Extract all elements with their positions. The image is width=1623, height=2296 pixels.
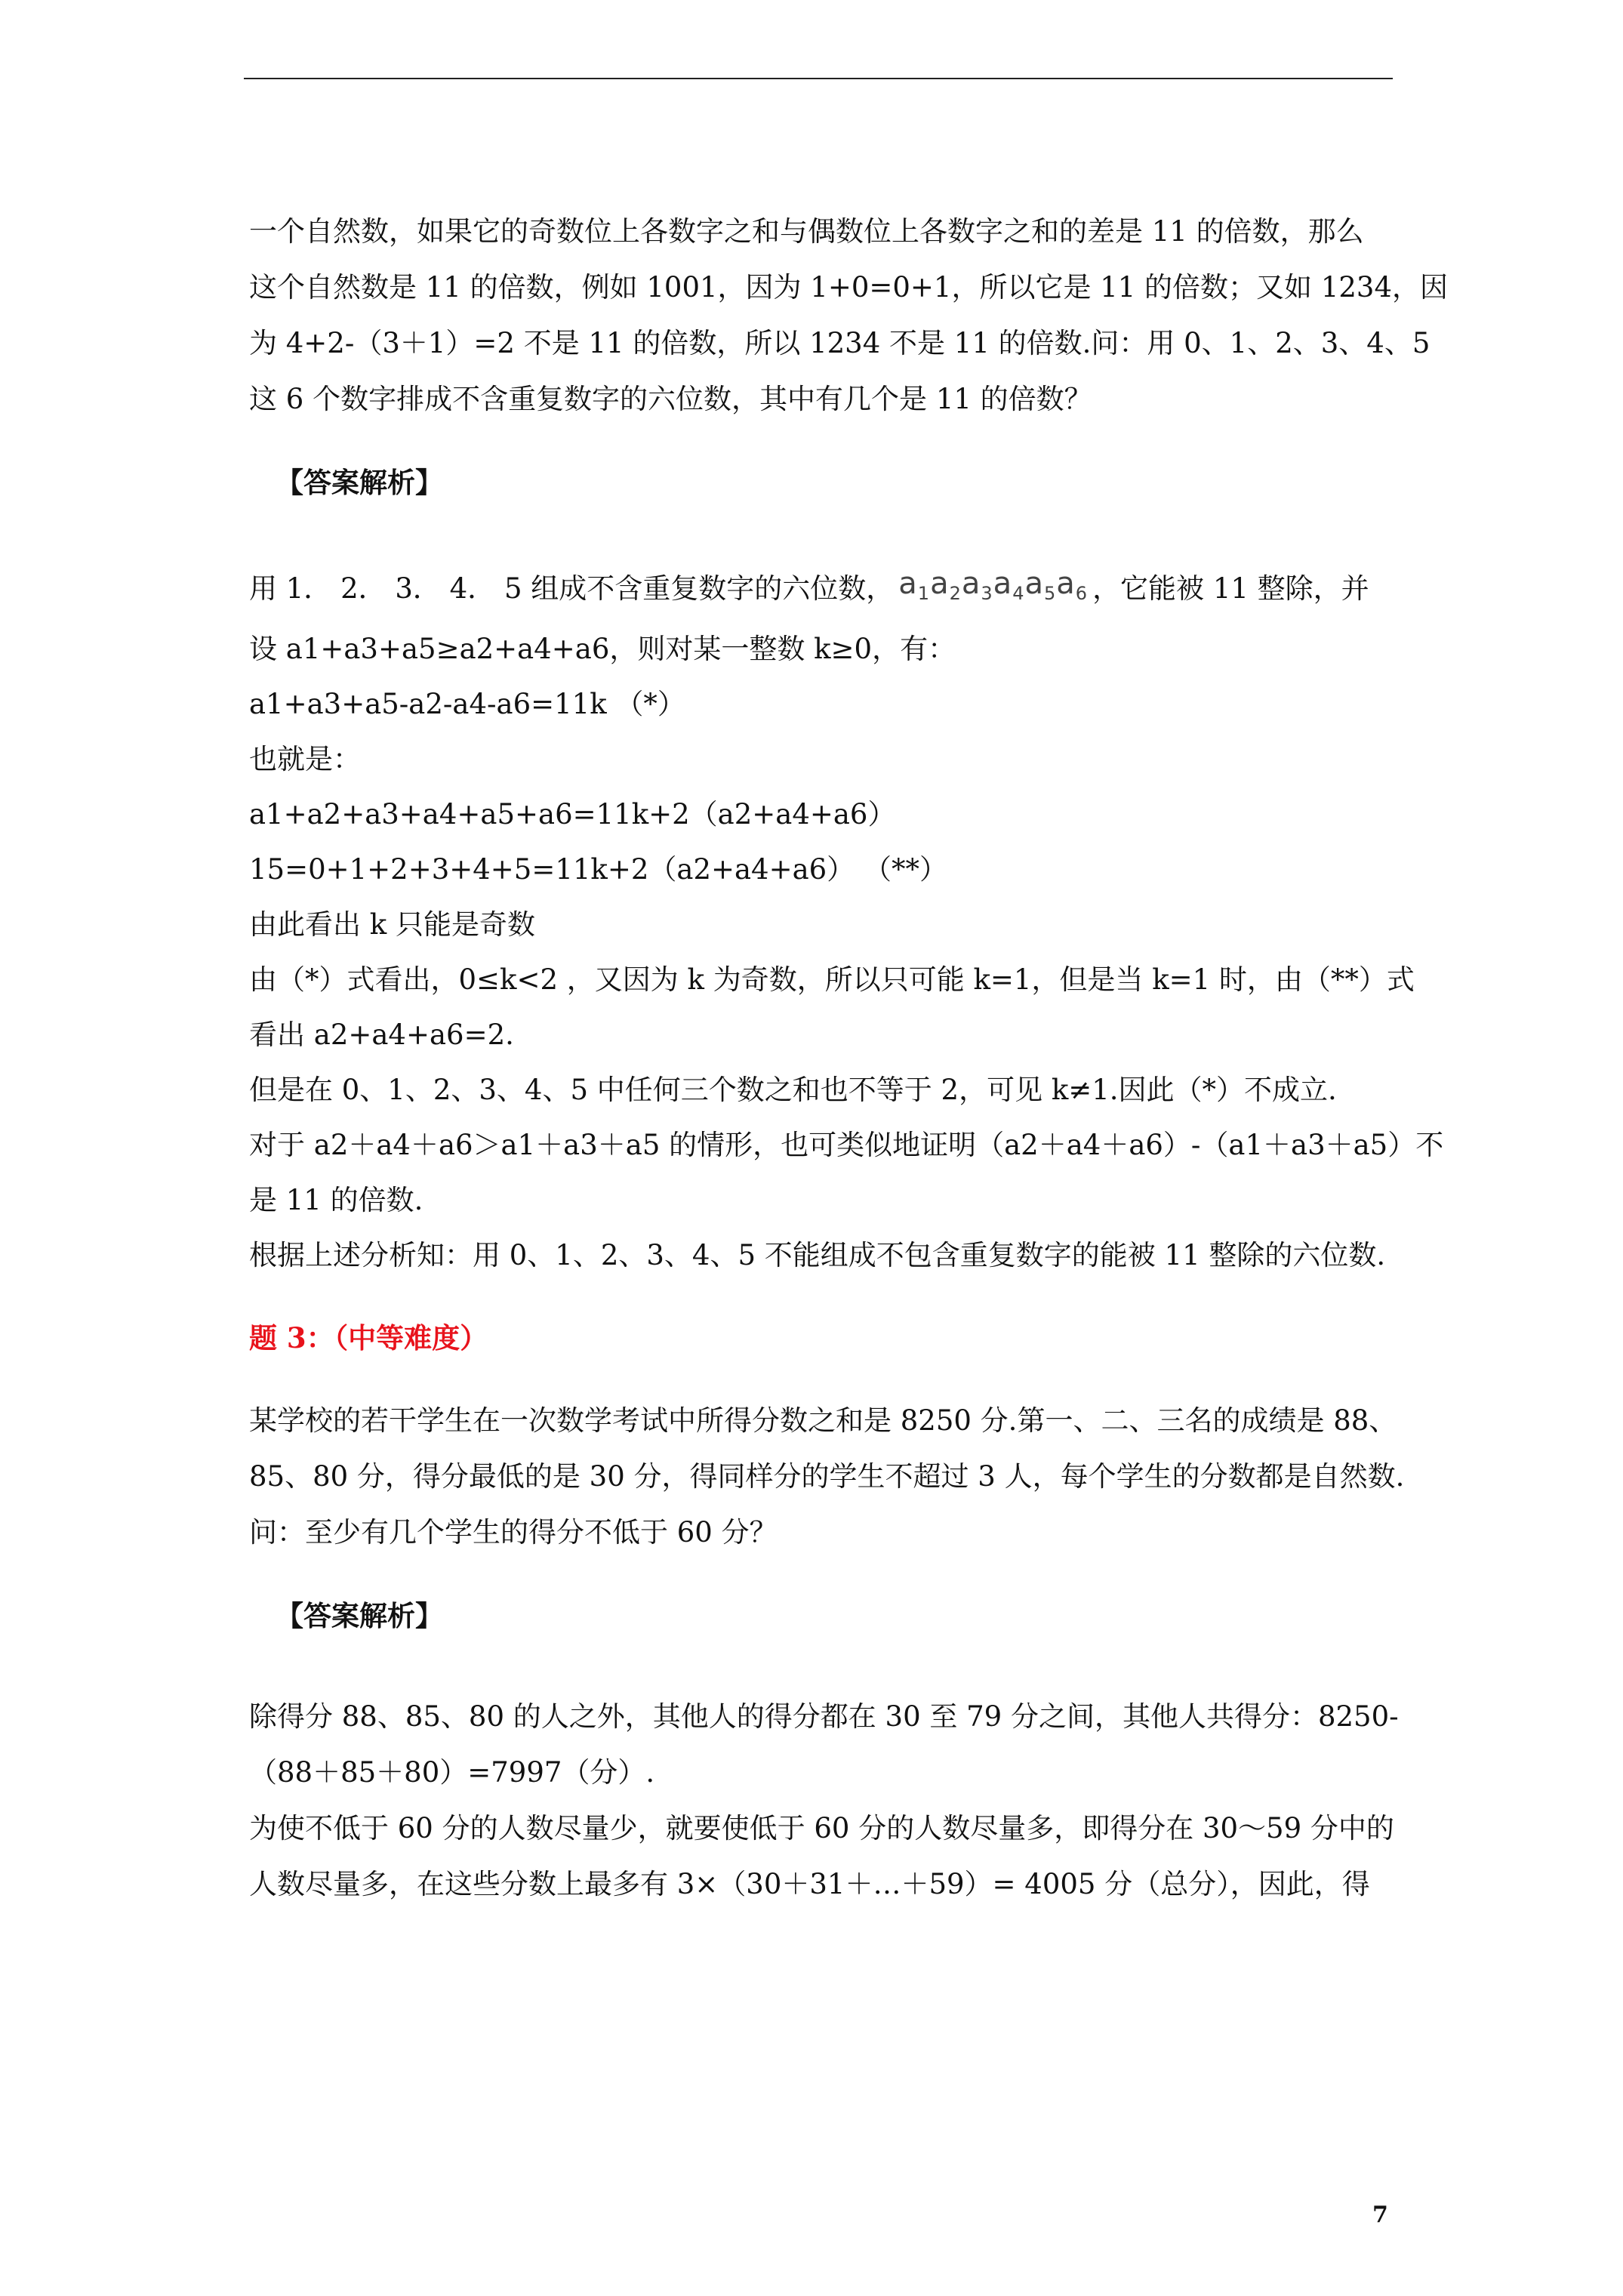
solution-3-line: 人数尽量多，在这些分数上最多有 3×（30＋31＋…＋59）= 4005 分（总分），因此，得 — [249, 1868, 1370, 1900]
solution-2-text: 用 1． 2． 3． 4． 5 组成不含重复数字的六位数， — [249, 572, 895, 605]
solution-2-line: 由（*）式看出，0≤k<2 ，又因为 k 为奇数，所以只可能 k=1，但是当 k=1 时，由（**）式 — [249, 963, 1415, 996]
solution-2-line: 是 11 的倍数. — [249, 1184, 423, 1216]
solution-2-line: 但是在 0、1、2、3、4、5 中任何三个数之和也不等于 2，可见 k≠1.因此（*）不成立. — [249, 1074, 1337, 1106]
answer-heading: 【答案解析】 — [276, 466, 443, 499]
page-content — [249, 204, 1448, 1912]
solution-2-text: ，它能被 11 整除，并 — [1092, 572, 1369, 605]
answer-heading: 【答案解析】 — [276, 1599, 443, 1632]
problem-2-line: 为 4+2-（3＋1）=2 不是 11 的倍数，所以 1234 不是 11 的倍数.问：用 0、1、2、3、4、5 — [249, 327, 1431, 359]
solution-2-line: 看出 a2+a4+a6=2. — [249, 1019, 514, 1051]
solution-2-line: a1+a3+a5-a2-a4-a6=11k （*） — [249, 688, 685, 720]
solution-2-line: a1+a2+a3+a4+a5+a6=11k+2（a2+a4+a6） — [249, 798, 896, 831]
problem-2-line: 一个自然数，如果它的奇数位上各数字之和与偶数位上各数字之和的差是 11 的倍数，那么 — [249, 215, 1364, 248]
solution-2-line: 对于 a2＋a4＋a6＞a1＋a3＋a5 的情形，也可类似地证明（a2＋a4＋a6）-（a1＋a3＋a5）不 — [249, 1129, 1444, 1161]
problem-2-line: 这 6 个数字排成不含重复数字的六位数，其中有几个是 11 的倍数？ — [249, 383, 1092, 415]
problem-3-line: 85、80 分，得分最低的是 30 分，得同样分的学生不超过 3 人，每个学生的分数都是自然数. — [249, 1460, 1405, 1493]
solution-2-line: 设 a1+a3+a5≥a2+a4+a6，则对某一整数 k≥0，有： — [249, 633, 956, 665]
solution-2-line: 根据上述分析知：用 0、1、2、3、4、5 不能组成不包含重复数字的能被 11 整除的六位数. — [249, 1239, 1386, 1271]
solution-3-line: 为使不低于 60 分的人数尽量少，就要使低于 60 分的人数尽量多，即得分在 30～59 分中的 — [249, 1812, 1394, 1845]
solution-2-line-first — [249, 556, 1389, 621]
header-rule — [244, 78, 1393, 79]
problem-2-line: 这个自然数是 11 的倍数，例如 1001，因为 1+0=0+1，所以它是 11 的倍数；又如 1234，因 — [249, 271, 1448, 304]
problem-2-statement — [249, 204, 1448, 427]
problem-3-statement — [249, 1393, 1405, 1561]
problem-3-line: 问：至少有几个学生的得分不低于 60 分？ — [249, 1516, 778, 1549]
problem-3-line: 某学校的若干学生在一次数学考试中所得分数之和是 8250 分.第一、二、三名的成绩是 88、 — [249, 1404, 1397, 1437]
solution-2-line: 也就是： — [249, 743, 361, 775]
solution-2-line: 由此看出 k 只能是奇数 — [249, 908, 535, 941]
page-number: 7 — [1372, 2202, 1388, 2228]
solution-3 — [249, 1689, 1399, 1912]
solution-3-line: 除得分 88、85、80 的人之外，其他人的得分都在 30 至 79 分之间，其他人共得分：8250- — [249, 1700, 1399, 1733]
problem-3-title: 题 3：（中等难度） — [249, 1321, 488, 1354]
solution-2-line: 15=0+1+2+3+4+5=11k+2（a2+a4+a6） （**） — [249, 853, 947, 886]
digit-sequence-image: $a_1a_2a_3a_4a_5a_6$ — [898, 566, 1089, 604]
solution-2 — [249, 556, 1444, 1283]
solution-3-line: （88＋85＋80）=7997（分）. — [249, 1756, 655, 1789]
